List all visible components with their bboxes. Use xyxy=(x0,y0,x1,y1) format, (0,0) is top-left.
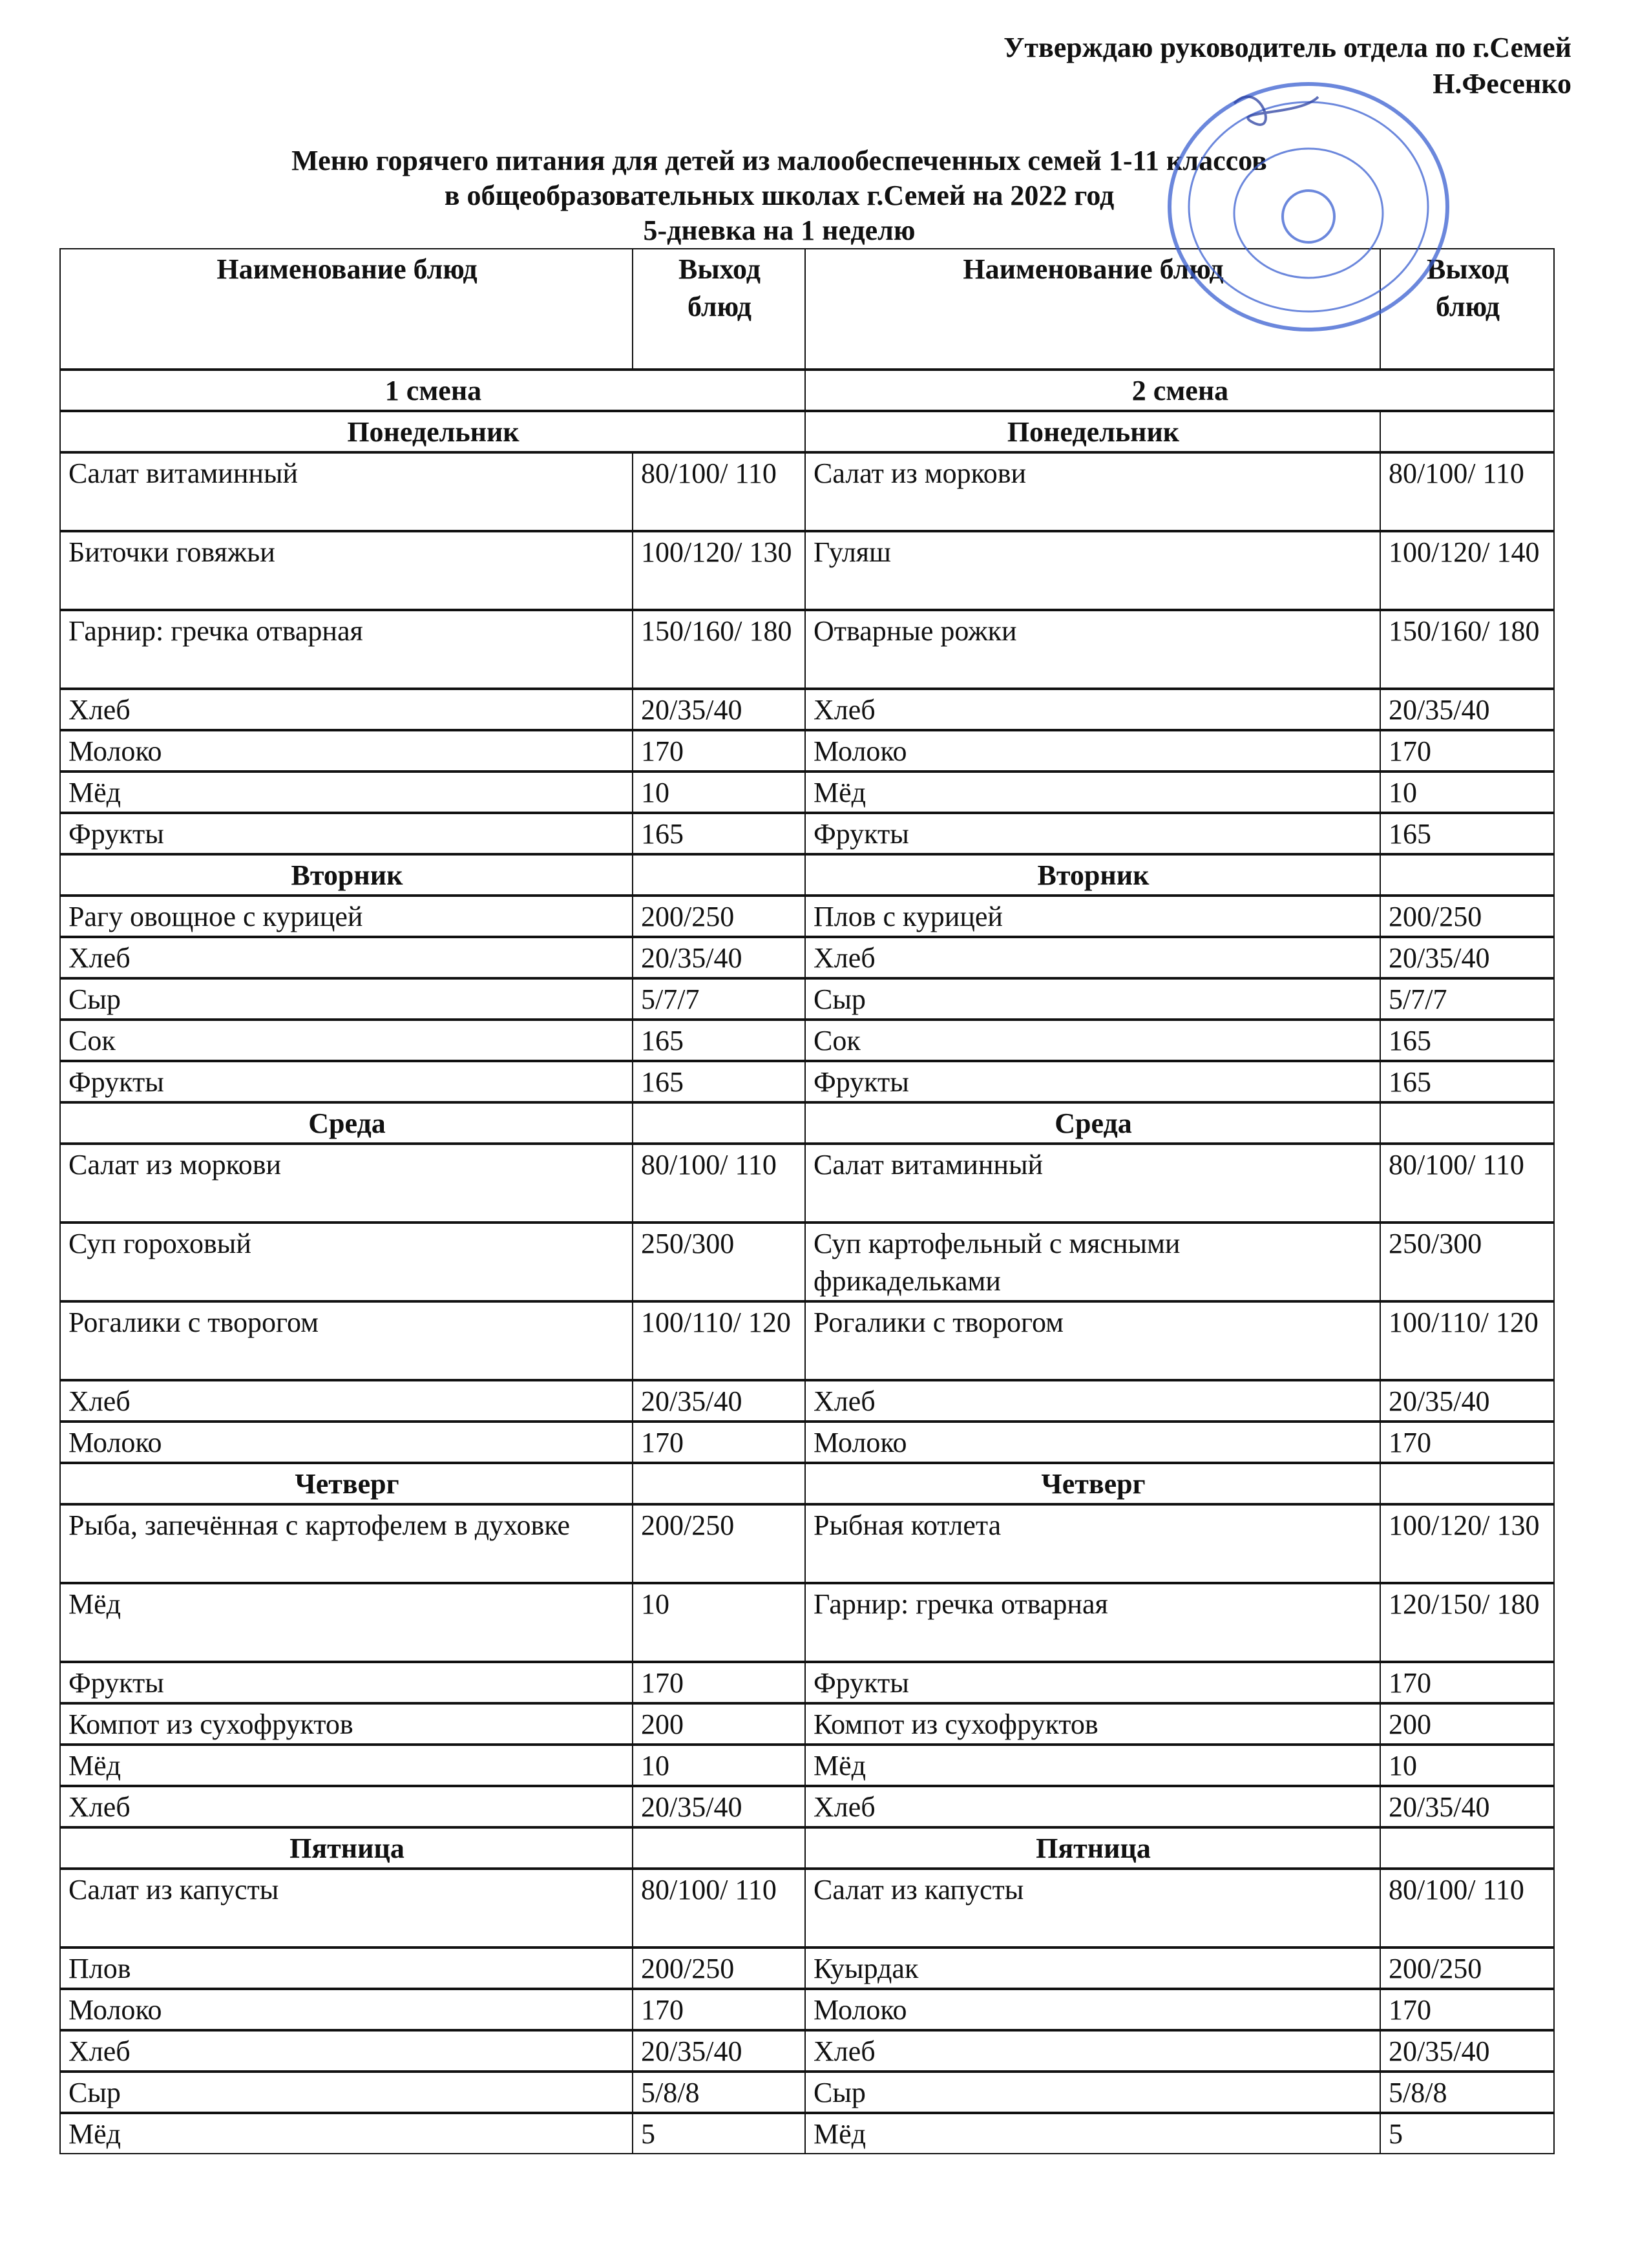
dish-yield-shift1: 165 xyxy=(633,1061,805,1102)
dish-yield-shift1: 10 xyxy=(633,1583,805,1662)
dish-yield-shift1: 100/110/ 120 xyxy=(633,1301,805,1380)
table-row xyxy=(60,1144,1554,1223)
dish-yield-shift1: 165 xyxy=(633,1020,805,1061)
header-yield-shift1 xyxy=(633,249,805,370)
day-label-shift2: Понедельник xyxy=(805,411,1380,452)
dish-yield-shift1: 10 xyxy=(633,1745,805,1786)
dish-name-shift1: Хлеб xyxy=(60,689,633,730)
dish-yield-shift1: 250/300 xyxy=(633,1223,805,1301)
dish-name-shift2: Хлеб xyxy=(805,1786,1380,1827)
table-row xyxy=(60,1583,1554,1662)
day-label-shift2: Четверг xyxy=(805,1463,1380,1504)
dish-name-shift1: Мёд xyxy=(60,1583,633,1662)
dish-name-shift2: Мёд xyxy=(805,1745,1380,1786)
dish-name-shift2: Салат из моркови xyxy=(805,452,1380,531)
dish-yield-shift2: 170 xyxy=(1380,1662,1554,1703)
day-label-shift2: Пятница xyxy=(805,1827,1380,1869)
dish-yield-shift1: 170 xyxy=(633,1662,805,1703)
dish-name-shift2: Молоко xyxy=(805,1989,1380,2030)
table-row xyxy=(60,1301,1554,1380)
table-row xyxy=(60,2030,1554,2072)
dish-name-shift1: Биточки говяжьи xyxy=(60,531,633,610)
table-row xyxy=(60,1422,1554,1463)
table-row xyxy=(60,1745,1554,1786)
menu-table xyxy=(59,248,1555,2154)
table-row xyxy=(60,896,1554,937)
table-row xyxy=(60,978,1554,1020)
dish-name-shift1: Фрукты xyxy=(60,1662,633,1703)
dish-name-shift1: Салат витаминный xyxy=(60,452,633,531)
dish-yield-shift2: 170 xyxy=(1380,1989,1554,2030)
dish-name-shift2: Хлеб xyxy=(805,937,1380,978)
dish-name-shift1: Сыр xyxy=(60,2072,633,2113)
dish-name-shift2: Рогалики с творогом xyxy=(805,1301,1380,1380)
empty-cell xyxy=(633,1463,805,1504)
dish-name-shift2: Отварные рожки xyxy=(805,610,1380,689)
dish-yield-shift2: 20/35/40 xyxy=(1380,937,1554,978)
table-row xyxy=(60,2113,1554,2154)
dish-name-shift1: Хлеб xyxy=(60,2030,633,2072)
dish-name-shift2: Молоко xyxy=(805,1422,1380,1463)
table-row xyxy=(60,1380,1554,1422)
dish-yield-shift2: 165 xyxy=(1380,1020,1554,1061)
table-row xyxy=(60,1662,1554,1703)
dish-yield-shift1: 150/160/ 180 xyxy=(633,610,805,689)
dish-name-shift1: Сок xyxy=(60,1020,633,1061)
dish-name-shift2: Мёд xyxy=(805,2113,1380,2154)
empty-cell xyxy=(1380,1463,1554,1504)
dish-name-shift2: Суп картофельный с мясными фрикадельками xyxy=(805,1223,1380,1301)
shift-2-label: 2 смена xyxy=(805,370,1554,411)
dish-yield-shift2: 100/120/ 140 xyxy=(1380,531,1554,610)
empty-cell xyxy=(1380,1827,1554,1869)
day-header-row xyxy=(60,1102,1554,1144)
day-header-row xyxy=(60,1827,1554,1869)
dish-name-shift1: Молоко xyxy=(60,1422,633,1463)
dish-yield-shift1: 20/35/40 xyxy=(633,1380,805,1422)
dish-name-shift1: Плов xyxy=(60,1948,633,1989)
seal-outer-ring xyxy=(1170,84,1447,330)
empty-cell xyxy=(633,1827,805,1869)
dish-yield-shift2: 20/35/40 xyxy=(1380,1380,1554,1422)
signature-icon xyxy=(1234,97,1318,125)
dish-yield-shift1: 170 xyxy=(633,730,805,772)
dish-yield-shift1: 200/250 xyxy=(633,896,805,937)
dish-name-shift2: Салат из капусты xyxy=(805,1869,1380,1948)
dish-name-shift2: Хлеб xyxy=(805,1380,1380,1422)
dish-yield-shift2: 10 xyxy=(1380,1745,1554,1786)
table-row xyxy=(60,937,1554,978)
dish-yield-shift2: 170 xyxy=(1380,730,1554,772)
dish-name-shift2: Мёд xyxy=(805,772,1380,813)
dish-name-shift1: Фрукты xyxy=(60,1061,633,1102)
approval-line: Утверждаю руководитель отдела по г.Семей xyxy=(1003,32,1571,63)
dish-yield-shift2: 250/300 xyxy=(1380,1223,1554,1301)
dish-yield-shift2: 5/8/8 xyxy=(1380,2072,1554,2113)
dish-yield-shift2: 5 xyxy=(1380,2113,1554,2154)
dish-name-shift2: Гарнир: гречка отварная xyxy=(805,1583,1380,1662)
dish-yield-shift2: 120/150/ 180 xyxy=(1380,1583,1554,1662)
dish-yield-shift2: 165 xyxy=(1380,1061,1554,1102)
header-yield-label: Выход блюд xyxy=(678,253,761,322)
dish-name-shift1: Хлеб xyxy=(60,937,633,978)
day-label-shift1: Среда xyxy=(60,1102,633,1144)
dish-yield-shift1: 200 xyxy=(633,1703,805,1745)
dish-yield-shift1: 10 xyxy=(633,772,805,813)
table-row xyxy=(60,1703,1554,1745)
table-row xyxy=(60,2072,1554,2113)
dish-yield-shift1: 80/100/ 110 xyxy=(633,1144,805,1223)
day-label-shift1: Понедельник xyxy=(60,411,805,452)
dish-name-shift1: Гарнир: гречка отварная xyxy=(60,610,633,689)
dish-name-shift1: Рогалики с творогом xyxy=(60,1301,633,1380)
dish-name-shift2: Хлеб xyxy=(805,689,1380,730)
dish-name-shift2: Фрукты xyxy=(805,813,1380,854)
dish-name-shift1: Молоко xyxy=(60,1989,633,2030)
dish-name-shift2: Сок xyxy=(805,1020,1380,1061)
dish-yield-shift1: 170 xyxy=(633,1989,805,2030)
table-row xyxy=(60,1061,1554,1102)
dish-yield-shift1: 100/120/ 130 xyxy=(633,531,805,610)
dish-name-shift1: Хлеб xyxy=(60,1380,633,1422)
seal-inner-ring xyxy=(1189,102,1428,311)
dish-yield-shift2: 150/160/ 180 xyxy=(1380,610,1554,689)
seal-emblem-sun xyxy=(1283,191,1334,242)
dish-yield-shift1: 5/8/8 xyxy=(633,2072,805,2113)
dish-yield-shift2: 10 xyxy=(1380,772,1554,813)
dish-yield-shift1: 80/100/ 110 xyxy=(633,1869,805,1948)
table-row xyxy=(60,1786,1554,1827)
dish-yield-shift2: 200 xyxy=(1380,1703,1554,1745)
document-title-line-2: в общеобразовательных школах г.Семей на 2022 год xyxy=(444,180,1115,211)
empty-cell xyxy=(1380,854,1554,896)
dish-name-shift2: Куырдак xyxy=(805,1948,1380,1989)
dish-name-shift2: Хлеб xyxy=(805,2030,1380,2072)
dish-yield-shift1: 80/100/ 110 xyxy=(633,452,805,531)
table-row xyxy=(60,1948,1554,1989)
dish-name-shift1: Молоко xyxy=(60,730,633,772)
seal-emblem-ring xyxy=(1234,149,1383,278)
dish-yield-shift1: 20/35/40 xyxy=(633,937,805,978)
dish-name-shift2: Молоко xyxy=(805,730,1380,772)
table-row xyxy=(60,689,1554,730)
dish-name-shift2: Фрукты xyxy=(805,1061,1380,1102)
table-row xyxy=(60,1989,1554,2030)
dish-yield-shift2: 100/120/ 130 xyxy=(1380,1504,1554,1583)
dish-yield-shift2: 80/100/ 110 xyxy=(1380,452,1554,531)
shift-1-label: 1 смена xyxy=(60,370,805,411)
dish-yield-shift2: 200/250 xyxy=(1380,896,1554,937)
header-dish-name-shift1: Наименование блюд xyxy=(60,249,633,370)
empty-cell xyxy=(633,1102,805,1144)
dish-name-shift1: Хлеб xyxy=(60,1786,633,1827)
day-label-shift1: Вторник xyxy=(60,854,633,896)
dish-name-shift2: Сыр xyxy=(805,2072,1380,2113)
empty-cell xyxy=(1380,1102,1554,1144)
header-yield-label: Выход блюд xyxy=(1426,253,1509,322)
dish-yield-shift2: 20/35/40 xyxy=(1380,2030,1554,2072)
day-header-row xyxy=(60,1463,1554,1504)
dish-name-shift2: Плов с курицей xyxy=(805,896,1380,937)
empty-cell xyxy=(633,854,805,896)
dish-name-shift1: Рагу овощное с курицей xyxy=(60,896,633,937)
dish-yield-shift1: 5/7/7 xyxy=(633,978,805,1020)
day-label-shift2: Среда xyxy=(805,1102,1380,1144)
empty-cell xyxy=(1380,411,1554,452)
day-label-shift1: Пятница xyxy=(60,1827,633,1869)
dish-name-shift2: Рыбная котлета xyxy=(805,1504,1380,1583)
day-header-row xyxy=(60,411,1554,452)
dish-name-shift2: Сыр xyxy=(805,978,1380,1020)
dish-yield-shift2: 80/100/ 110 xyxy=(1380,1869,1554,1948)
dish-yield-shift2: 100/110/ 120 xyxy=(1380,1301,1554,1380)
dish-yield-shift1: 20/35/40 xyxy=(633,1786,805,1827)
dish-yield-shift2: 20/35/40 xyxy=(1380,689,1554,730)
table-row xyxy=(60,1223,1554,1301)
dish-name-shift1: Сыр xyxy=(60,978,633,1020)
header-dish-name-shift2: Наименование блюд xyxy=(805,249,1380,370)
dish-name-shift2: Фрукты xyxy=(805,1662,1380,1703)
dish-yield-shift1: 200/250 xyxy=(633,1504,805,1583)
shift-row xyxy=(60,370,1554,411)
dish-yield-shift1: 170 xyxy=(633,1422,805,1463)
table-row xyxy=(60,452,1554,531)
dish-name-shift1: Мёд xyxy=(60,1745,633,1786)
dish-yield-shift1: 20/35/40 xyxy=(633,2030,805,2072)
dish-yield-shift2: 20/35/40 xyxy=(1380,1786,1554,1827)
official-seal-stamp xyxy=(1157,78,1460,336)
table-row xyxy=(60,1869,1554,1948)
dish-name-shift1: Суп гороховый xyxy=(60,1223,633,1301)
dish-name-shift1: Мёд xyxy=(60,772,633,813)
dish-name-shift2: Компот из сухофруктов xyxy=(805,1703,1380,1745)
table-row xyxy=(60,610,1554,689)
approver-name: Н.Фесенко xyxy=(1433,68,1571,100)
table-row xyxy=(60,730,1554,772)
dish-yield-shift1: 165 xyxy=(633,813,805,854)
table-row xyxy=(60,1504,1554,1583)
table-row xyxy=(60,813,1554,854)
dish-yield-shift2: 5/7/7 xyxy=(1380,978,1554,1020)
table-row xyxy=(60,1020,1554,1061)
dish-name-shift1: Салат из моркови xyxy=(60,1144,633,1223)
dish-name-shift1: Фрукты xyxy=(60,813,633,854)
dish-yield-shift2: 200/250 xyxy=(1380,1948,1554,1989)
day-header-row xyxy=(60,854,1554,896)
day-label-shift1: Четверг xyxy=(60,1463,633,1504)
table-row xyxy=(60,531,1554,610)
dish-name-shift1: Салат из капусты xyxy=(60,1869,633,1948)
dish-name-shift1: Мёд xyxy=(60,2113,633,2154)
dish-name-shift1: Компот из сухофруктов xyxy=(60,1703,633,1745)
table-row xyxy=(60,772,1554,813)
dish-yield-shift2: 80/100/ 110 xyxy=(1380,1144,1554,1223)
dish-yield-shift2: 165 xyxy=(1380,813,1554,854)
dish-name-shift2: Гуляш xyxy=(805,531,1380,610)
dish-name-shift1: Рыба, запечённая с картофелем в духовке xyxy=(60,1504,633,1583)
dish-yield-shift1: 200/250 xyxy=(633,1948,805,1989)
dish-yield-shift1: 5 xyxy=(633,2113,805,2154)
document-subtitle: 5-дневка на 1 неделю xyxy=(643,215,916,246)
document-title-line-1: Меню горячего питания для детей из малообеспеченных семей 1-11 классов xyxy=(291,145,1267,176)
dish-name-shift2: Салат витаминный xyxy=(805,1144,1380,1223)
dish-yield-shift1: 20/35/40 xyxy=(633,689,805,730)
dish-yield-shift2: 170 xyxy=(1380,1422,1554,1463)
day-label-shift2: Вторник xyxy=(805,854,1380,896)
